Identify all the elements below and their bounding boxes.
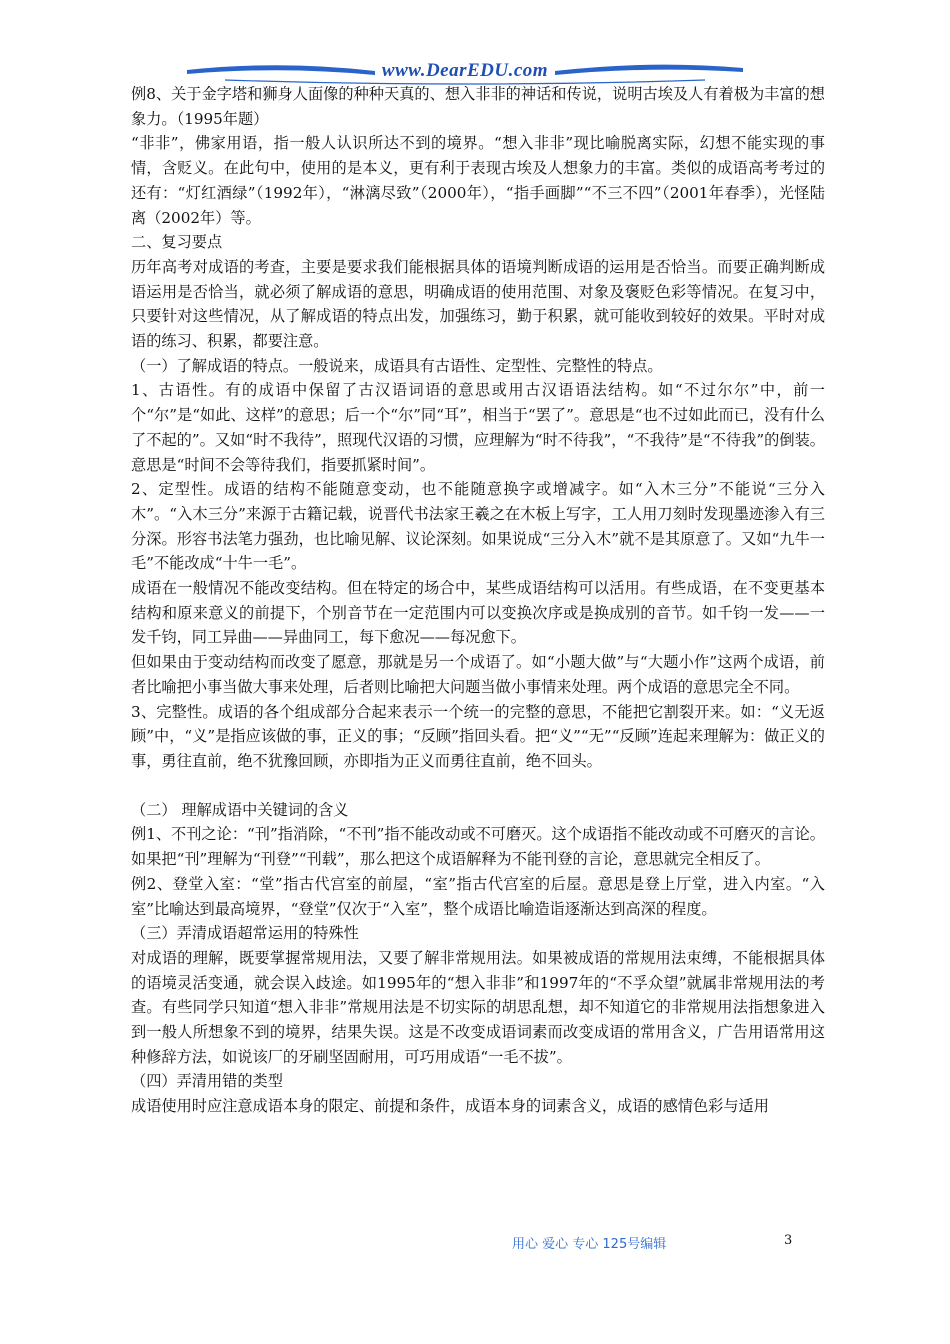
- archaic-feature-paragraph: 1、古语性。有的成语中保留了古汉语词语的意思或用古汉语语法结构。如“不过尔尔”中，前一个“尔”是“如此、这样”的意思；后一个“尔”同“耳”，相当于“罢了”。意思是“也不过如此而已，没有什么了不起的”。又如“时不我待”，照现代汉语的习惯，应理解为“时不待我”，“不我待”是“不待我”的倒装。意思是“时间不会等待我们，指要抓紧时间”。: [131, 381, 825, 474]
- site-url-logo: www.DearEDU.com: [381, 60, 549, 81]
- structure-variation-paragraph: 成语在一般情况不能改变结构。但在特定的场合中，某些成语结构可以活用。有些成语，在不变更基本结构和原来意义的前提下，个别音节在一定范围内可以变换次序或是换成别的音节。如千钧一发——一发千钧，同工异曲——异曲同工，每下愈况——每况愈下。: [131, 579, 825, 647]
- subsection-heading-2: （二） 理解成语中关键词的含义: [131, 800, 349, 819]
- review-intro-paragraph: 历年高考对成语的考查，主要是要求我们能根据具体的语境判断成语的运用是否恰当。而要正确判断成语运用是否恰当，就必须了解成语的意思，明确成语的使用范围、对象及褒贬色彩等情况。在复习中，只要针对这些情况，从了解成语的特点出发，加强练习，勤于积累，就可能收到较好的效果。平时对成语的练习、积累，都要注意。: [131, 257, 825, 351]
- subsection-heading-1: （一）了解成语的特点。一般说来，成语具有古语性、定型性、完整性的特点。: [131, 356, 663, 375]
- document-body: [131, 82, 825, 1119]
- subsection-heading-4: （四）弄清用错的类型: [131, 1072, 283, 1091]
- example-1-paragraph: 例1、不刊之论：“刊”指消除，“不刊”指不能改动或不可磨灭。这个成语指不能改动或不可磨灭的言论。如果把“刊”理解为“刊登”“刊载”，那么把这个成语解释为不能刊登的言论，意思就完全相反了。: [131, 825, 825, 869]
- fixed-form-paragraph: 2、定型性。成语的结构不能随意变动，也不能随意换字或增减字。如“入木三分”不能说“三分入木”。“入木三分”来源于古籍记载，说晋代书法家王羲之在木板上写字，工人用刀刻时发现墨迹渗入有三分深。形容书法笔力强劲，也比喻见解、议论深刻。如果说成“三分入木”就不是其原意了。又如“九牛一毛”不能改成“十牛一毛”。: [131, 480, 825, 573]
- unconventional-usage-paragraph: 对成语的理解，既要掌握常规用法，又要了解非常规用法。如果被成语的常规用法束缚，不能根据具体的语境灵活变通，就会误入歧途。如1995年的“想入非非”和1997年的“不孚众望”就属非常规用法的考查。有些同学只知道“想入非非”常规用法是不切实际的胡思乱想，却不知道它的非常规用法指想象进入到一般人所想象不到的境界，结果失误。这是不改变成语词素而改变成语的常用含义，广告用语常用这种修辞方法，如说该厂的牙刷坚固耐用，可巧用成语“一毛不拔”。: [131, 948, 825, 1066]
- section-heading-review-points: 二、复习要点: [131, 233, 223, 252]
- integrity-paragraph: 3、完整性。成语的各个组成部分合起来表示一个统一的完整的意思，不能把它割裂开来。如：“义无返顾”中，“义”是指应该做的事，正义的事；“反顾”指回头看。把“义”“无”“反顾”连起来理解为：做正义的事，勇往直前，绝不犹豫回顾，亦即指为正义而勇往直前，绝不回头。: [131, 702, 825, 770]
- footer-editor-note: 用心 爱心 专心 125号编辑: [512, 1237, 667, 1252]
- page-number: 3: [784, 1233, 793, 1248]
- blank-line: [131, 774, 825, 798]
- example-8-paragraph: 例8、关于金字塔和狮身人面像的种种天真的、想入非非的神话和传说，说明古埃及人有着极为丰富的想象力。（1995年题）: [131, 85, 825, 128]
- example-2-paragraph: 例2、登堂入室：“堂”指古代宫室的前屋，“室”指古代宫室的后屋。意思是登上厅堂，进入内室。“入室”比喻达到最高境界，“登堂”仅次于“入室”，整个成语比喻造诣逐渐达到高深的程度。: [131, 874, 825, 918]
- error-types-paragraph: 成语使用时应注意成语本身的限定、前提和条件，成语本身的词素含义，成语的感情色彩与适用: [131, 1097, 769, 1116]
- explanation-paragraph: “非非”，佛家用语，指一般人认识所达不到的境界。“想入非非”现比喻脱离实际，幻想不能实现的事情，含贬义。在此句中，使用的是本义，更有利于表现古埃及人想象力的丰富。类似的成语高考考过的还有：“灯红酒绿”（1992年），“淋漓尽致”（2000年），“指手画脚”“不三不四”（2001年春季），光怪陆离（2002年）等。: [131, 134, 825, 227]
- different-idiom-paragraph: 但如果由于变动结构而改变了愿意，那就是另一个成语了。如“小题大做”与“大题小作”这两个成语，前者比喻把小事当做大事来处理，后者则比喻把大问题当做小事情来处理。两个成语的意思完全不同。: [131, 653, 825, 696]
- subsection-heading-3: （三）弄清成语超常运用的特殊性: [131, 924, 359, 943]
